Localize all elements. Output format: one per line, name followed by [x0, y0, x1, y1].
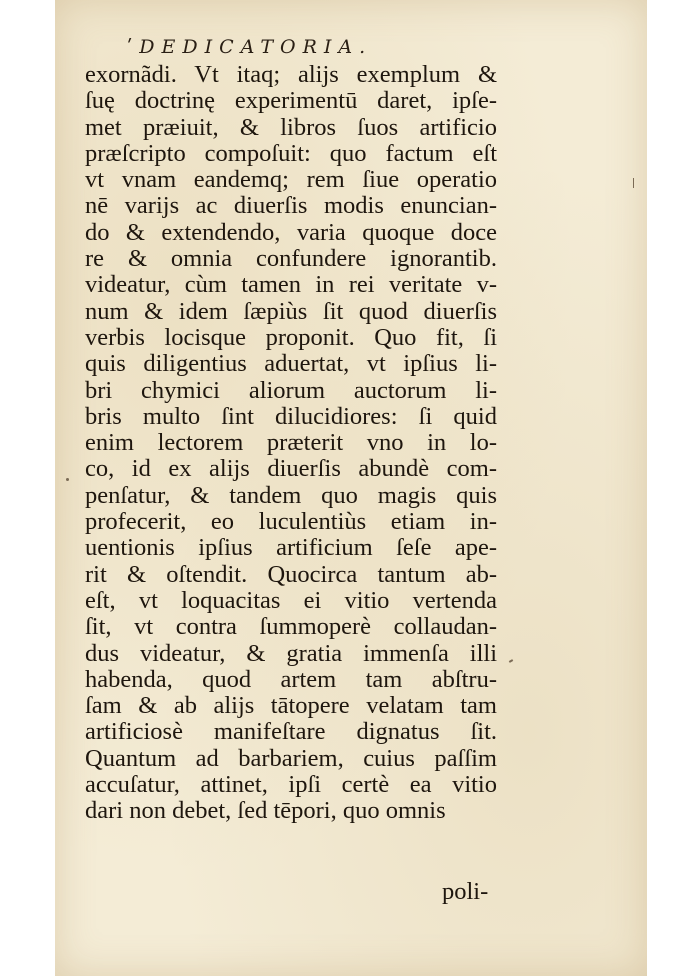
text-line: dus videatur, & gratia immenſa illi: [85, 640, 497, 667]
text-line: habenda, quod artem tam abſtru-: [85, 666, 497, 693]
text-line: nē varijs ac diuerſis modis enuncian-: [85, 193, 497, 220]
text-line: ſit, vt contra ſummoperè collaudan-: [85, 614, 497, 641]
text-line: ſam & ab alijs tātopere velatam tam: [85, 693, 497, 720]
text-line: re & omnia confundere ignorantib.: [85, 246, 497, 273]
text-line: exornãdi. Vt itaq; alijs exemplum &: [85, 62, 497, 88]
body-text: [85, 62, 510, 825]
text-line: accuſatur, attinet, ipſi certè ea vitio: [85, 772, 497, 799]
text-line: profecerit, eo luculentiùs etiam in-: [85, 509, 497, 536]
text-line: enim lectorem præterit vno in lo-: [85, 430, 497, 457]
text-line: num & idem ſæpiùs ſit quod diuerſis: [85, 298, 497, 325]
text-line: præſcripto compoſuit: quo factum eſt: [85, 140, 497, 167]
running-head: ʹDEDICATORIA.: [127, 36, 373, 58]
text-line: do & extendendo, varia quoque doce: [85, 219, 497, 246]
catchword: poli-: [442, 878, 489, 905]
text-line: verbis locisque proponit. Quo fit, ſi: [85, 324, 497, 351]
text-line: Quantum ad barbariem, cuius paſſim: [85, 745, 497, 772]
text-line: bris multo ſint dilucidiores: ſi quid: [85, 403, 497, 430]
text-line: quis diligentius aduertat, vt ipſius li-: [85, 351, 497, 378]
text-line: uentionis ipſius artificium ſeſe ape-: [85, 535, 497, 562]
text-line: penſatur, & tandem quo magis quis: [85, 482, 497, 509]
text-line: vt vnam eandemq; rem ſiue operatio: [85, 167, 497, 194]
text-line: ſuę doctrinę experimentū daret, ipſe-: [85, 88, 497, 115]
text-line: met præiuit, & libros ſuos artificio: [85, 114, 497, 141]
text-line: bri chymici aliorum auctorum li-: [85, 377, 497, 404]
text-line: videatur, cùm tamen in rei veritate v-: [85, 272, 497, 299]
text-line: eſt, vt loquacitas ei vitio vertenda: [85, 587, 497, 614]
text-line: artificiosè manifeſtare dignatus ſit.: [85, 719, 497, 746]
text-line: dari non debet, ſed tēpori, quo omnis: [85, 798, 446, 825]
margin-speck: [66, 478, 69, 481]
text-line: co, id ex alijs diuerſis abundè com-: [85, 456, 497, 483]
text-line: rit & oſtendit. Quocirca tantum ab-: [85, 561, 497, 588]
margin-speck: [633, 178, 634, 188]
